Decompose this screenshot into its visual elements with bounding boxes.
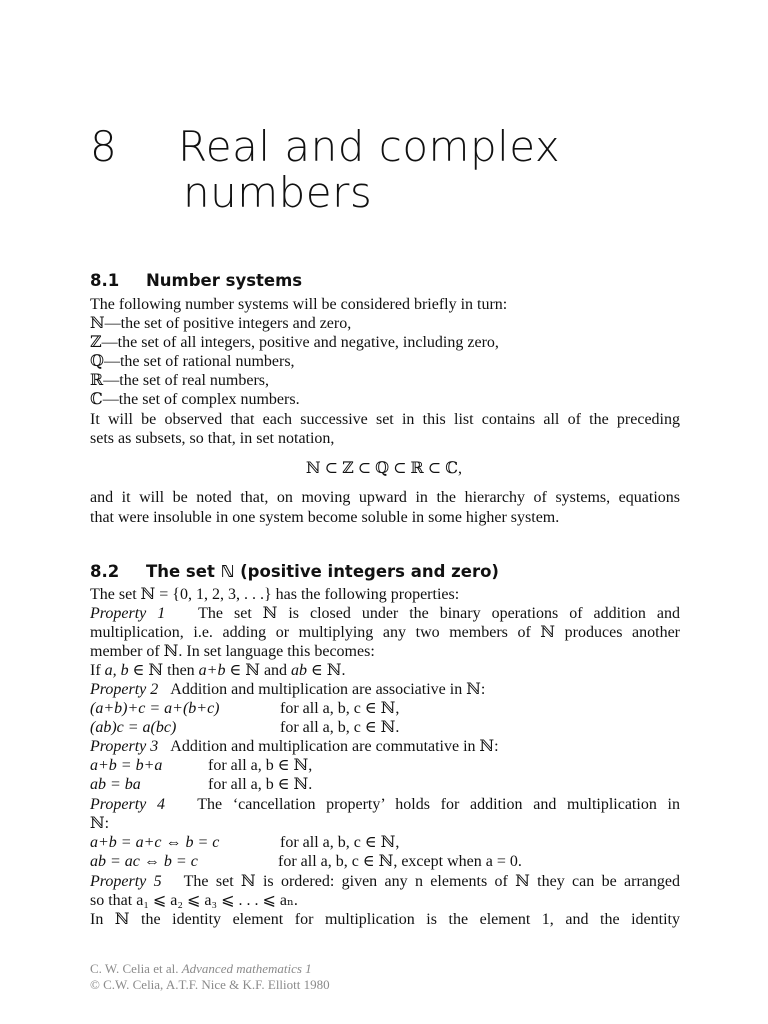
equation: (a+b)+c = a+(b+c): [90, 700, 220, 717]
text: If: [90, 662, 105, 679]
paragraph-line: In ℕ the identity element for multiplication is the element 1, and the identity: [90, 911, 680, 928]
property-text: Addition and multiplication are associative in ℕ:: [170, 681, 486, 698]
equation-condition: for all a, b ∈ ℕ.: [208, 776, 313, 793]
property-line: [90, 680, 485, 699]
paragraph-line: and it will be noted that, on moving upward in the hierarchy of systems, equations: [90, 489, 680, 506]
list-item: ℚ—the set of rational numbers,: [90, 353, 295, 370]
equation-condition: for all a, b ∈ ℕ,: [208, 757, 313, 774]
math-var: ab: [291, 662, 308, 679]
section-number: 8.2: [90, 562, 120, 581]
section1-intro: The following number systems will be considered briefly in turn:: [90, 296, 508, 313]
chapter-title-line2: numbers: [183, 168, 373, 217]
paragraph-line: It will be observed that each successive set in this list contains all of the preceding: [90, 411, 680, 428]
chapter-number: 8: [90, 122, 118, 171]
list-item: ℂ—the set of complex numbers.: [90, 391, 300, 408]
math-var: a, b: [104, 662, 129, 679]
equation-condition: for all a, b, c ∈ ℕ,: [280, 834, 400, 851]
property-label: Property 1: [90, 605, 166, 622]
footer-copyright: © C.W. Celia, A.T.F. Nice & K.F. Elliott 1980: [90, 977, 330, 992]
equation-condition: for all a, b, c ∈ ℕ,: [280, 700, 400, 717]
property-line: [90, 795, 680, 814]
text: ∈ ℕ.: [307, 662, 346, 679]
property-text: Addition and multiplication are commutative in ℕ:: [170, 738, 499, 755]
property-label: Property 2: [90, 681, 159, 698]
property-line: so that a₁ ⩽ a₂ ⩽ a₃ ⩽ . . . ⩽ aₙ.: [90, 892, 298, 909]
list-item: ℤ—the set of all integers, positive and negative, including zero,: [90, 334, 499, 351]
equation-condition: for all a, b, c ∈ ℕ.: [280, 719, 400, 736]
text: ∈ ℕ and: [225, 662, 292, 679]
equation: a+b = a+c ⇔ b = c: [90, 834, 220, 851]
property-label: Property 4: [90, 796, 166, 813]
property-text: The set ℕ is closed under the binary operations of addition and: [198, 605, 680, 622]
chapter-title-line1: Real and complex: [178, 122, 561, 171]
section-number: 8.1: [90, 271, 120, 290]
paragraph-line: that were insoluble in one system become soluble in some higher system.: [90, 509, 560, 526]
equation: ab = ba: [90, 776, 141, 793]
section2-intro: The set ℕ = {0, 1, 2, 3, . . .} has the following properties:: [90, 586, 460, 603]
equation: (ab)c = a(bc): [90, 719, 177, 736]
section-title: The set ℕ (positive integers and zero): [146, 562, 499, 581]
property-label: Property 3: [90, 738, 159, 755]
section-title: Number systems: [146, 271, 303, 290]
equation: ab = ac ⇔ b = c: [90, 853, 198, 870]
footer-citation: [90, 960, 312, 977]
property-line: ℕ:: [90, 815, 110, 832]
property-line: multiplication, i.e. adding or multiplying any two members of ℕ produces another: [90, 624, 680, 641]
equation-condition: for all a, b, c ∈ ℕ, except when a = 0.: [278, 853, 522, 870]
property-line: [90, 604, 680, 623]
subset-chain-equation: ℕ ⊂ ℤ ⊂ ℚ ⊂ ℝ ⊂ ℂ,: [306, 460, 462, 477]
property-line: [90, 737, 499, 756]
list-item: ℕ—the set of positive integers and zero,: [90, 315, 352, 332]
property-line: [90, 661, 346, 680]
property-text: The set ℕ is ordered: given any n elements of ℕ they can be arranged: [183, 873, 680, 890]
property-label: Property 5: [90, 873, 162, 890]
property-line: member of ℕ. In set language this becomes:: [90, 643, 375, 660]
equation: a+b = b+a: [90, 757, 163, 774]
text: ∈ ℕ then: [128, 662, 199, 679]
property-text: The ‘cancellation property’ holds for addition and multiplication in: [197, 796, 680, 813]
math-var: a+b: [198, 662, 226, 679]
list-item: ℝ—the set of real numbers,: [90, 372, 270, 389]
property-line: [90, 872, 680, 891]
footer-authors: C. W. Celia et al.: [90, 961, 182, 976]
footer-book-title: Advanced mathematics 1: [181, 961, 312, 976]
paragraph-line: sets as subsets, so that, in set notation,: [90, 430, 335, 447]
